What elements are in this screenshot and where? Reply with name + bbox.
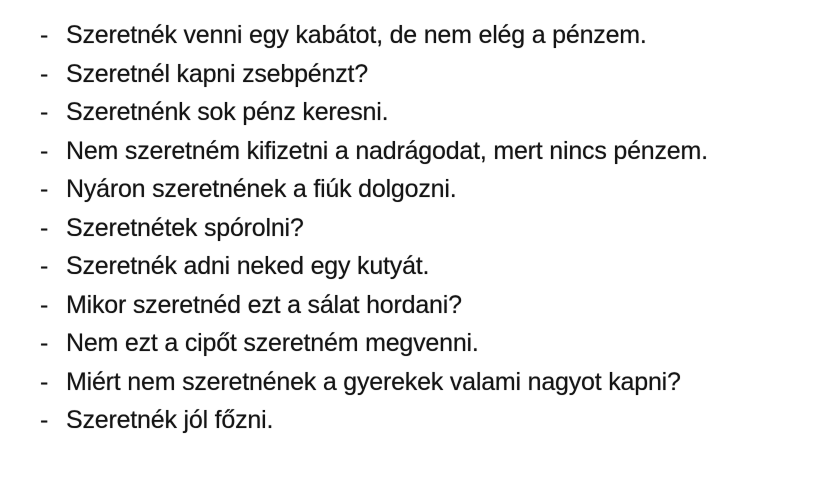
bullet-dash: - (40, 59, 49, 88)
bullet-dash: - (40, 136, 49, 165)
sentence-text: Szeretnétek spórolni? (66, 213, 304, 242)
bullet-dash: - (40, 98, 49, 126)
sentence-text: Miért nem szeretnének a gyerekek valami nagyot kapni? (66, 367, 681, 396)
list-item (0, 170, 815, 209)
sentence-text: Mikor szeretnéd ezt a sálat hordani? (66, 290, 462, 319)
list-item (0, 55, 815, 94)
list-item (0, 247, 815, 286)
sentence-text: Nem ezt a cipőt szeretném megvenni. (66, 329, 479, 357)
sentence-text: Szeretnék venni egy kabátot, de nem elég a pénzem. (66, 21, 647, 49)
sentence-text: Nem szeretném kifizetni a nadrágodat, mert nincs pénzem. (66, 136, 708, 165)
bullet-dash: - (40, 21, 49, 49)
list-item (0, 286, 815, 325)
sentence-text: Szeretnél kapni zsebpénzt? (66, 59, 368, 88)
list-item (0, 401, 815, 440)
bullet-dash: - (40, 290, 49, 319)
bullet-dash: - (40, 329, 49, 357)
bullet-dash: - (40, 367, 49, 396)
list-item (0, 132, 815, 171)
sentence-text: Nyáron szeretnének a fiúk dolgozni. (66, 175, 457, 203)
sentence-text: Szeretnék adni neked egy kutyát. (66, 252, 430, 280)
list-item (0, 16, 815, 55)
bullet-dash: - (40, 252, 49, 280)
list-item (0, 363, 815, 402)
sentence-list (0, 16, 815, 440)
bullet-dash: - (40, 406, 49, 434)
bullet-dash: - (40, 213, 49, 242)
sentence-text: Szeretnék jól főzni. (66, 406, 274, 434)
list-item (0, 324, 815, 363)
sentence-text: Szeretnénk sok pénz keresni. (66, 98, 389, 126)
list-item (0, 209, 815, 248)
list-item (0, 93, 815, 132)
bullet-dash: - (40, 175, 49, 203)
